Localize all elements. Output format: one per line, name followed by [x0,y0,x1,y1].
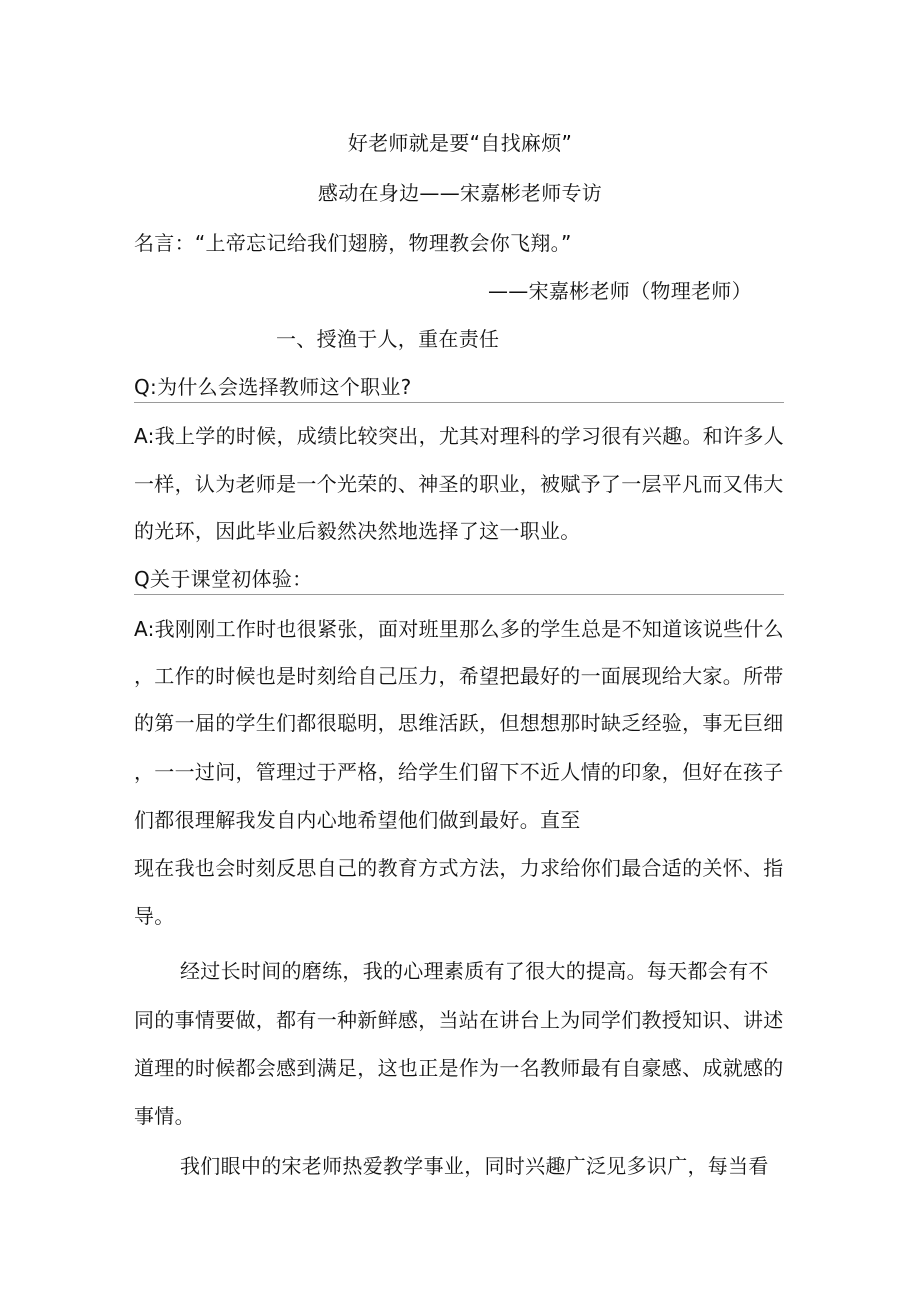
answer-1-line: A:我上学的时候，成绩比较突出，尤其对理科的学习很有兴趣。和许多人 [134,424,784,448]
article-subtitle: 感动在身边——宋嘉彬老师专访 [317,181,603,205]
answer-1-line: 一样，认为老师是一个光荣的、神圣的职业，被赋予了一层平凡而又伟大 [134,472,784,496]
section-heading: 一、授渔于人，重在责任 [276,327,500,351]
question-divider [134,594,784,595]
article-title: 好老师就是要“自找麻烦” [347,131,573,155]
answer-2-line: 们都很理解我发自内心地希望他们做到最好。直至 [134,808,581,832]
answer-2-line: 的第一届的学生们都很聪明，思维活跃，但想想那时缺乏经验，事无巨细 [134,711,784,735]
paragraph-line: 同的事情要做，都有一种新鲜感，当站在讲台上为同学们教授知识、讲述 [134,1008,784,1032]
paragraph-line: 经过长时间的磨练，我的心理素质有了很大的提高。每天都会有不 [180,959,769,983]
paragraph-line: 我们眼中的宋老师热爱教学事业，同时兴趣广泛见多识广，每当看 [180,1154,769,1178]
answer-2-line: ，一一过问，管理过于严格，给学生们留下不近人情的印象，但好在孩子 [134,760,784,784]
question-2: Q关于课堂初体验： [134,567,313,591]
answer-1-line: 的光环，因此毕业后毅然决然地选择了这一职业。 [134,519,581,543]
paragraph-line: 事情。 [134,1104,195,1128]
answer-2-line: 现在我也会时刻反思自己的教育方式方法，力求给你们最合适的关怀、指 [134,856,784,880]
question-divider [134,402,784,403]
motto-attribution: ——宋嘉彬老师（物理老师） [488,279,752,303]
motto: 名言：“上帝忘记给我们翅膀，物理教会你飞翔。” [134,231,572,255]
question-1: Q:为什么会选择教师这个职业? [134,375,412,399]
answer-2-line: A:我刚刚工作时也很紧张，面对班里那么多的学生总是不知道该说些什么 [134,617,784,641]
answer-2-line: ，工作的时候也是时刻给自己压力，希望把最好的一面展现给大家。所带 [134,664,784,688]
paragraph-line: 道理的时候都会感到满足，这也正是作为一名教师最有自豪感、成就感的 [134,1056,784,1080]
answer-2-line: 导。 [134,904,175,928]
